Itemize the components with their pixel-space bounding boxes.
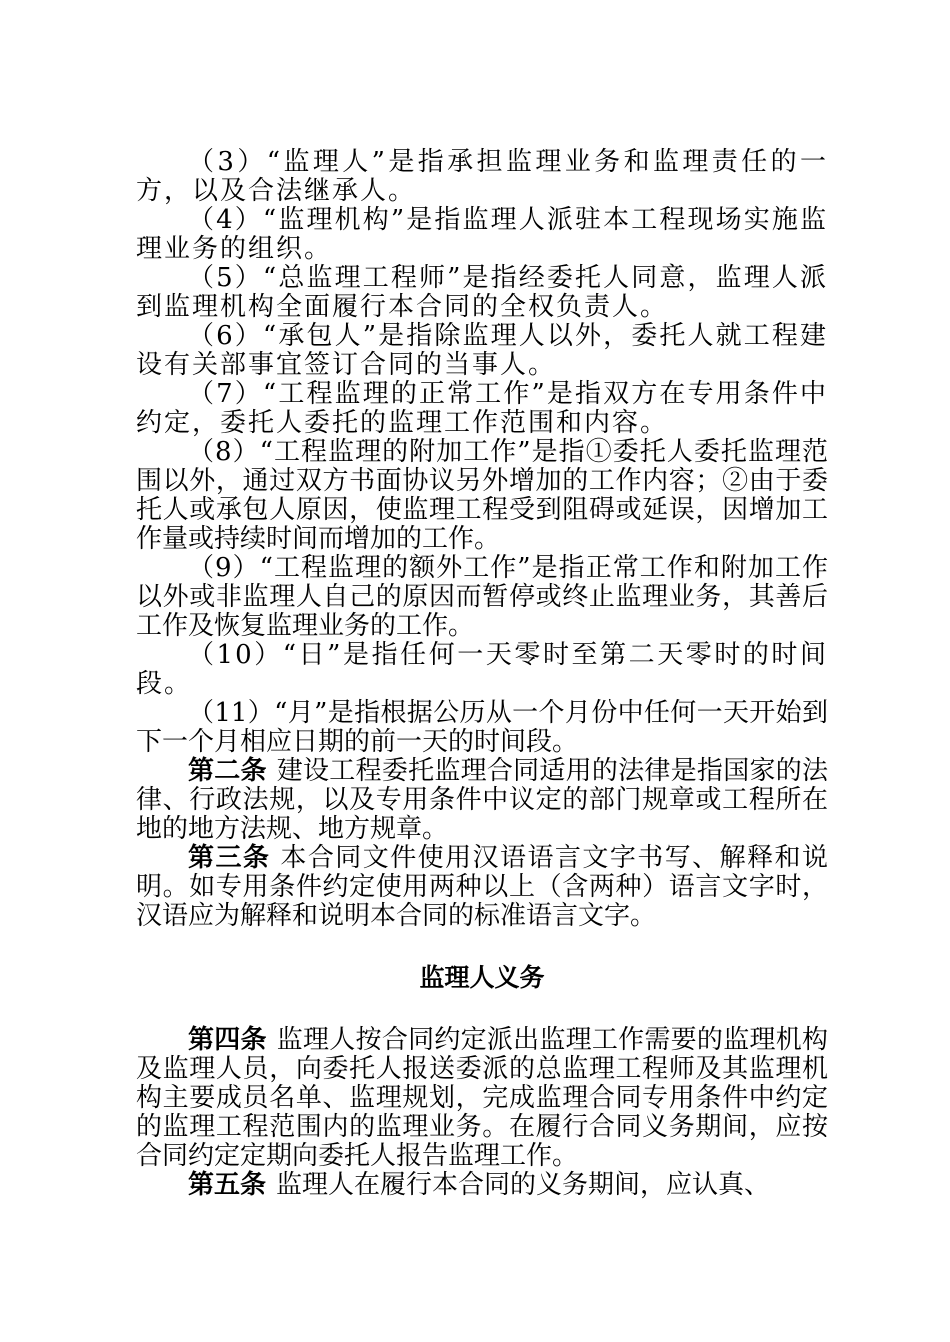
definition-10: （10）“日”是指任何一天零时至第二天零时的时间段。 (136, 640, 828, 699)
definition-7: （7）“工程监理的正常工作”是指双方在专用条件中约定，委托人委托的监理工作范围和内容。 (136, 379, 828, 438)
article-2-label: 第二条 (188, 756, 267, 786)
section-heading: 监理人义务 (419, 963, 545, 992)
definition-8: （8）“工程监理的附加工作”是指①委托人委托监理范围以外，通过双方书面协议另外增加的工作内容；②由于委托人或承包人原因，使监理工程受到阻碍或延误，因增加工作量或持续时间而增加的工作。 (136, 437, 828, 554)
article-3-text: 本合同文件使用汉语语言文字书写、解释和说明。如专用条件约定使用两种以上（含两种）语言文字时，汉语应为解释和说明本合同的标准语言文字。 (136, 843, 828, 931)
article-5-text: 监理人在履行本合同的义务期间，应认真、 (276, 1170, 771, 1200)
document-page (136, 148, 828, 1200)
definition-6: （6）“承包人”是指除监理人以外，委托人就工程建设有关部事宜签订合同的当事人。 (136, 321, 828, 380)
article-4-text: 监理人按合同约定派出监理工作需要的监理机构及监理人员，向委托人报送委派的总监理工程师及其监理机构主要成员名单、监理规划，完成监理合同专用条件中约定的监理工程范围内的监理业务。在履行合同义务期间，应按合同约定定期向委托人报告监理工作。 (136, 1025, 828, 1171)
article-2 (136, 757, 828, 844)
definition-11: （11）“月”是指根据公历从一个月份中任何一天开始到下一个月相应日期的前一天的时间段。 (136, 698, 828, 757)
article-5-label: 第五条 (188, 1170, 267, 1200)
definition-4: （4）“监理机构”是指监理人派驻本工程现场实施监理业务的组织。 (136, 205, 828, 264)
article-3-label: 第三条 (188, 843, 271, 873)
article-4 (136, 1026, 828, 1171)
article-4-label: 第四条 (188, 1025, 267, 1055)
definition-3: （3）“监理人”是指承担监理业务和监理责任的一方，以及合法继承人。 (136, 147, 828, 206)
article-5 (136, 1171, 828, 1200)
article-3 (136, 844, 828, 931)
definition-9: （9）“工程监理的额外工作”是指正常工作和附加工作以外或非监理人自己的原因而暂停或终止监理业务，其善后工作及恢复监理业务的工作。 (136, 553, 828, 641)
article-2-text: 建设工程委托监理合同适用的法律是指国家的法律、行政法规，以及专用条件中议定的部门规章或工程所在地的地方法规、地方规章。 (136, 756, 828, 844)
definition-5: （5）“总监理工程师”是指经委托人同意，监理人派到监理机构全面履行本合同的全权负责人。 (136, 263, 828, 322)
